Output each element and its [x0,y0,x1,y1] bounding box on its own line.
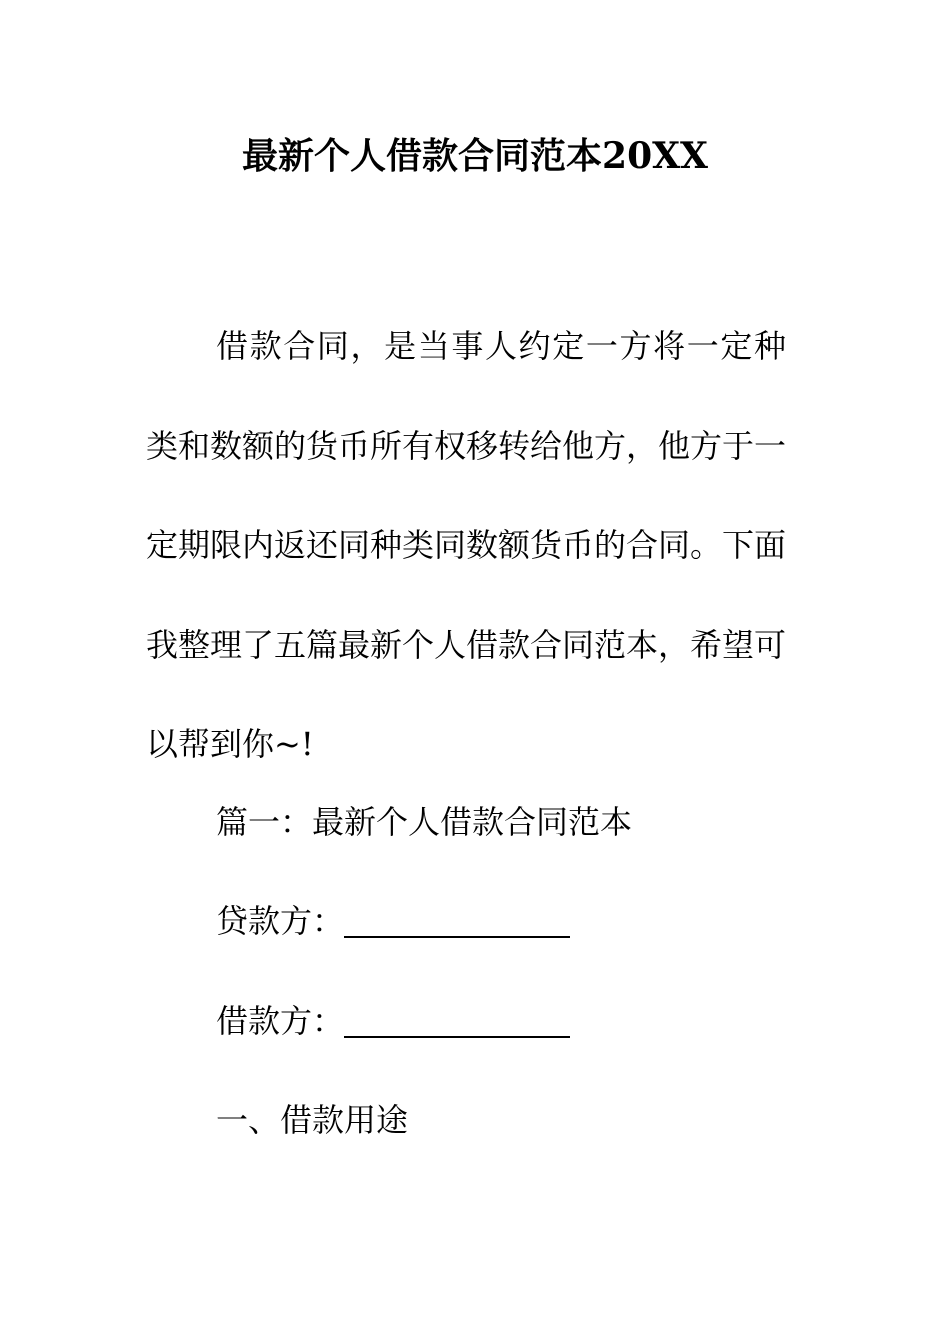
lender-label: 贷款方： [216,902,345,940]
document-title: 最新个人借款合同范本20XX [242,135,708,177]
borrower-label: 借款方： [216,1002,345,1040]
borrower-blank-field [344,1036,570,1038]
lender-line [216,893,570,949]
lender-blank-field [344,936,570,938]
clause-heading: 一、借款用途 [216,1101,409,1139]
borrower-line [216,993,570,1049]
section-heading: 篇一：最新个人借款合同范本 [216,803,633,841]
intro-paragraph: 借款合同，是当事人约定一方将一定种类和数额的货币所有权移转给他方，他方于一定期限内返还同种类同数额货币的合同。下面我整理了五篇最新个人借款合同范本，希望可以帮到你~! [146,327,787,764]
